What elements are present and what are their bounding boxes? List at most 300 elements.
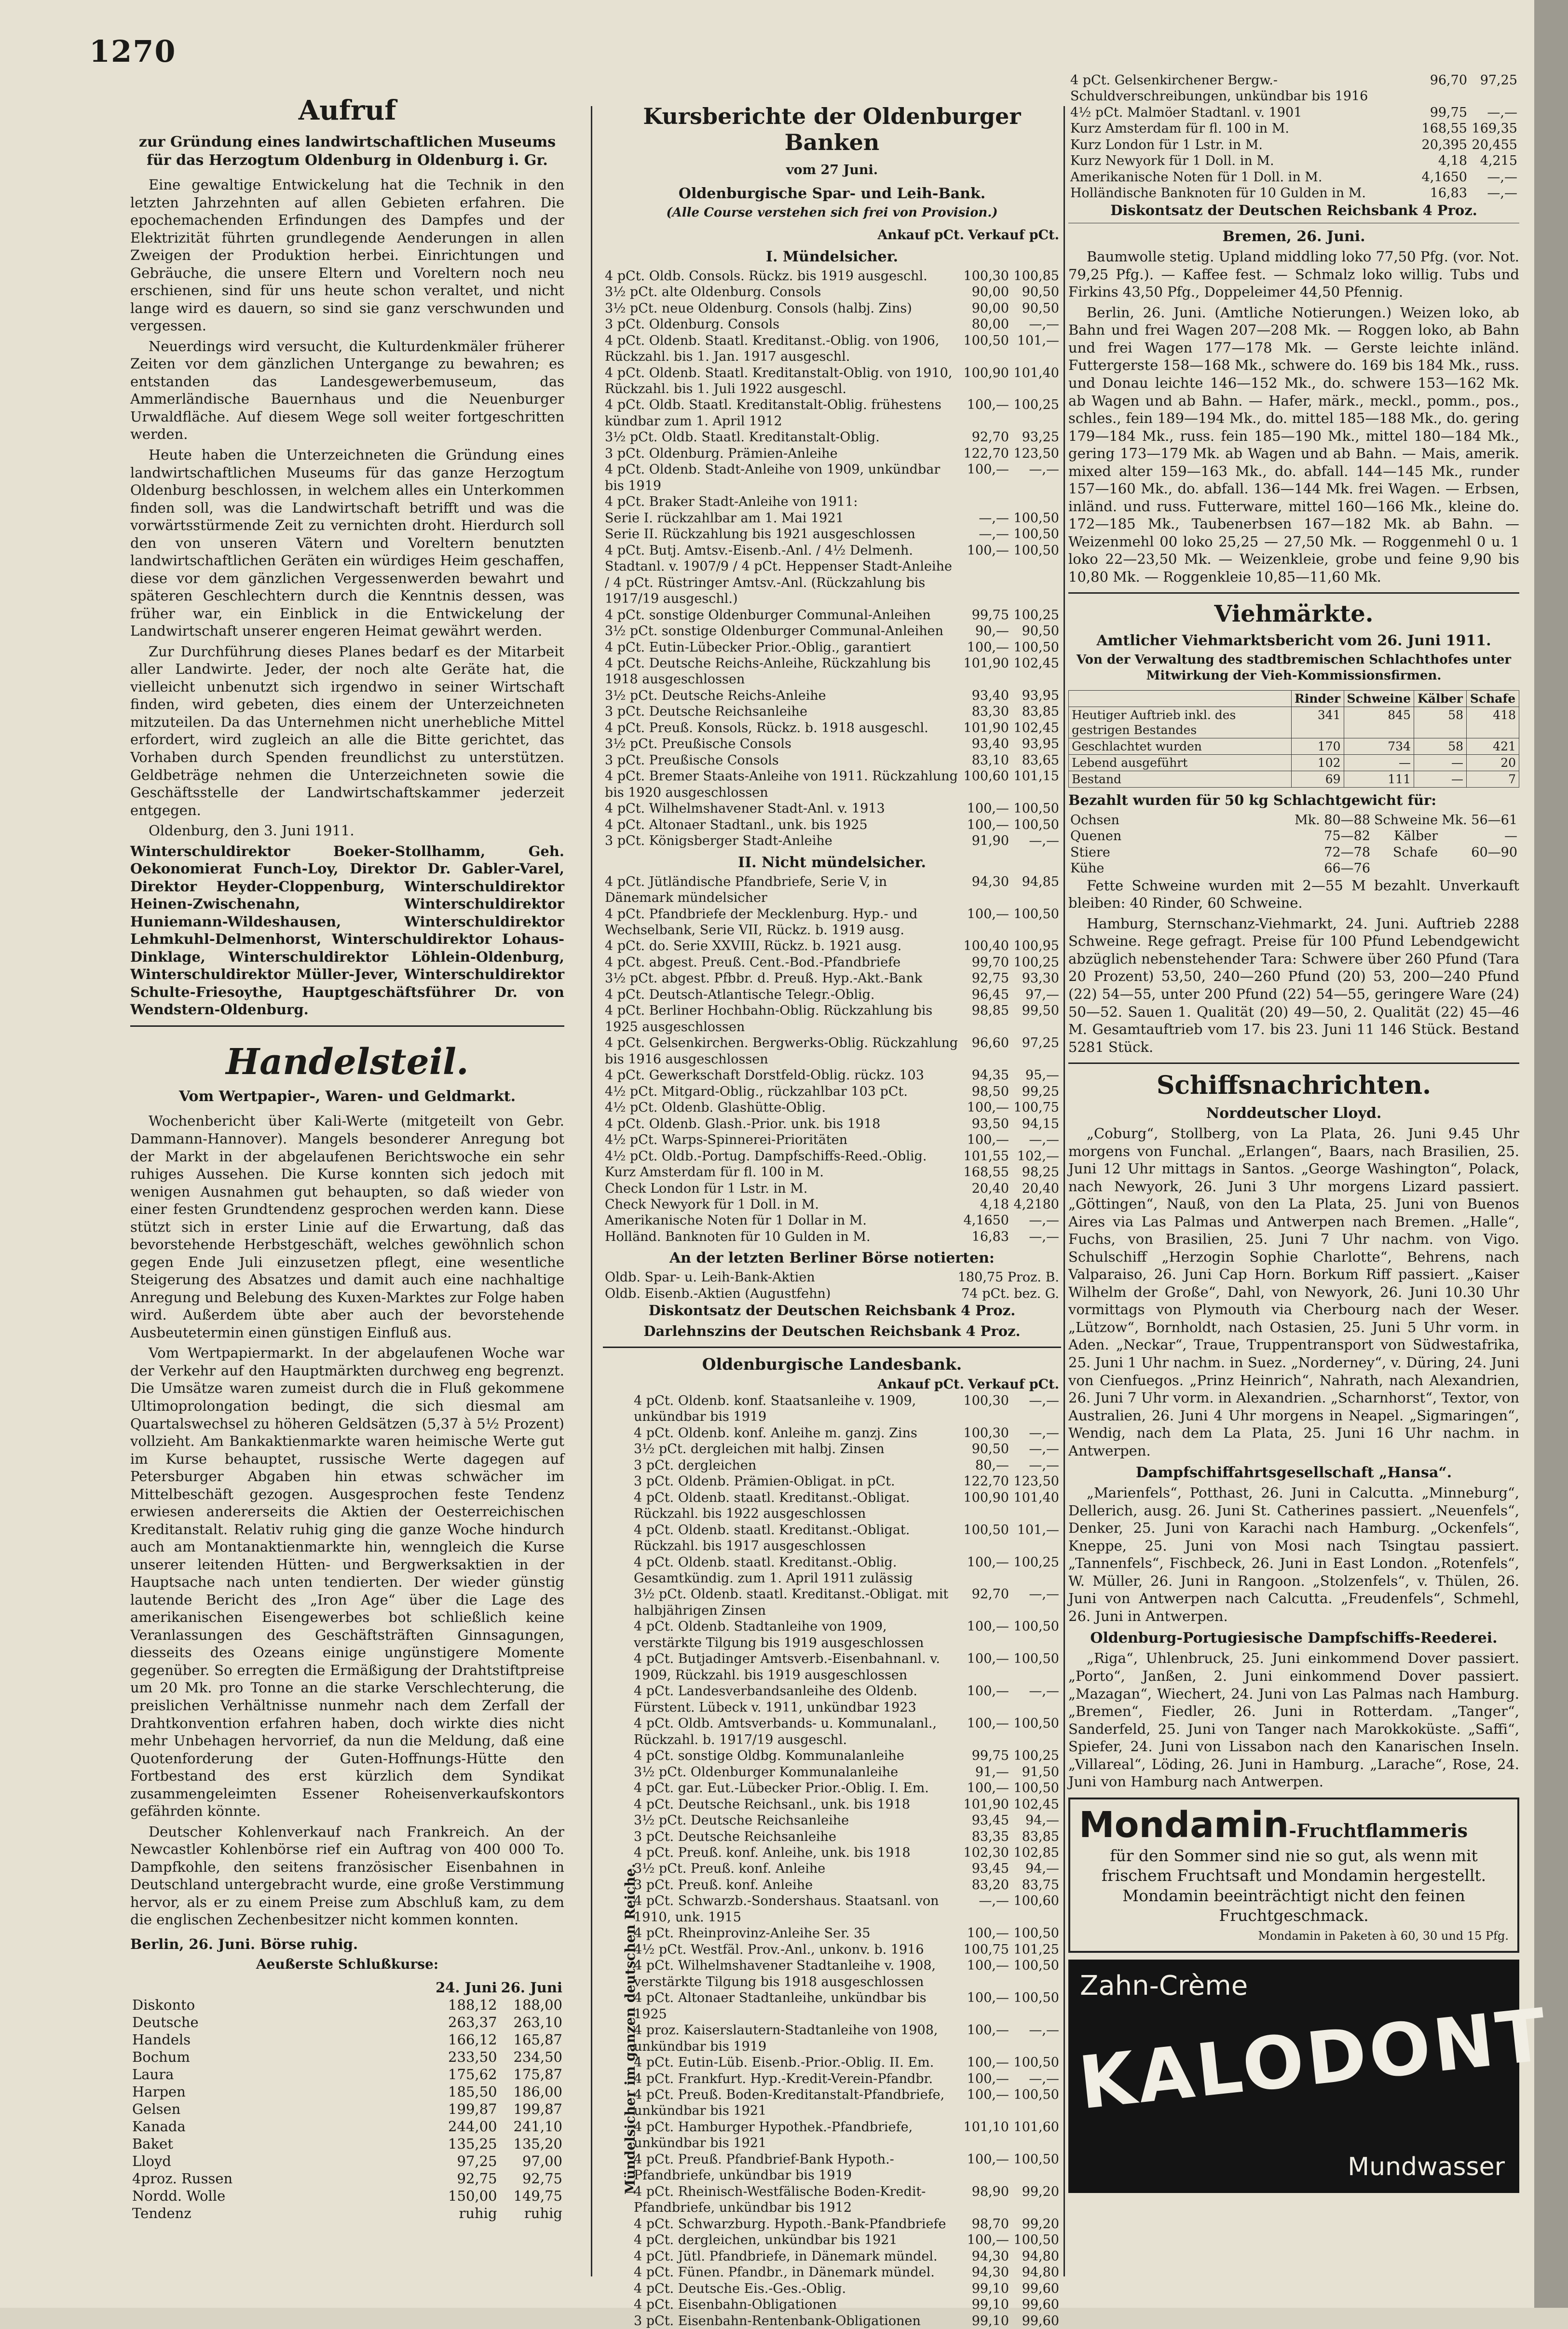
handel-paragraph: Wochenbericht über Kali-Werte (mitgeteilt von Gebr. Dammann-Hannover). Mangels besonderer Anregung bot der Markt in der abgelaufenen Berichtswoche ein sehr ruhiges Aussehen. Die Kurse konnten sich jedoch mit wenigen Ausnahmen gut behaupten, so daß wieder von einer festen Grundtendenz gesprochen werden kann. Diese stützt sich in erster Linie auf die Erwartung, daß das bevorstehende Herbstgeschäft, welches gewöhnlich schon gegen Ende Juli einzusetzen pflegt, eine wesentliche Steigerung des Absatzes und damit auch eine nachhaltige Anregung und Belebung des Kuxen-Marktes zur Folge haben wird. Außerdem übte aber auch der bevorstehende Ausbeutetermin einen günstigen Einfluß aus.	[130, 1113, 564, 1341]
table-row	[130, 2188, 564, 2205]
row-label: 3 pCt. Oldenb. Prämien-Obligat. in pCt.	[634, 1474, 895, 1489]
row-label: 4 pCt. Oldb. Staatl. Kreditanstalt-Oblig. frühestens kündbar zum 1. April 1912	[605, 397, 941, 429]
table-row	[632, 2087, 1061, 2119]
row-value: 102,45	[1013, 1797, 1059, 1812]
aufruf-paragraph: Neuerdings wird versucht, die Kulturdenkmäler früherer Zeiten vor dem gänzlichen Untergange zu bewahren; es entstanden das Landesgewerbemuseum, das Ammerländische Bauernhaus und die Neuenburger Urwaldfläche. Auf diesem Wege soll weiter fortgeschritten werden.	[130, 338, 564, 443]
row-value: 94,30	[971, 874, 1009, 889]
row-value: 100,60	[963, 769, 1009, 784]
table-row	[632, 2119, 1061, 2152]
scan-margin	[1534, 0, 1568, 2308]
vieh-title: Viehmärkte.	[1214, 600, 1374, 628]
column-divider	[591, 106, 592, 2276]
portug-heading: Oldenburg-Portugiesische Dampfschiffs-Reederei.	[1090, 1630, 1498, 1647]
row-value: —	[1414, 755, 1467, 771]
row-value: 83,10	[971, 752, 1009, 768]
row-value: —,—	[1029, 1213, 1059, 1228]
boerse-rows	[130, 1997, 564, 2222]
quote-label: Oldb. Spar- u. Leih-Bank-Aktien	[605, 1270, 815, 1285]
row-label: 4 pCt. Oldenb. konf. Anleihe m. ganzj. Zins	[634, 1425, 917, 1441]
row-value: —	[1344, 755, 1414, 771]
row-label: 4 pCt. Altonaer Stadtanl., unk. bis 1925	[605, 817, 868, 832]
row-value: 100,60	[1013, 1893, 1059, 1909]
row-value: 100,50	[1013, 640, 1059, 655]
row-label: 3½ pCt. Oldb. Staatl. Kreditanstalt-Oblig.	[605, 430, 880, 445]
row-value: 94,15	[1022, 1116, 1059, 1131]
handel-paragraph: Deutscher Kohlenverkauf nach Frankreich. An der Newcastler Kohlenbörse rief ein Auftrag von 400 000 To. Dampfkohle, den seitens französischer Eisenbahnen in Deutschland untergebracht wurde, eine große Verstimmung hervor, als er zu einem Preise zum Abschluß kam, zu dem die englischen Zechenbesitzer nicht kommen konnten.	[130, 1823, 564, 1928]
row-label: Harpen	[132, 2084, 186, 2100]
table-row	[130, 2084, 564, 2101]
row-label: 4 pCt. dergleichen, unkündbar bis 1921	[634, 2233, 898, 2248]
row-value: 100,—	[967, 2023, 1009, 2038]
table-row	[632, 1554, 1061, 1587]
row-value: 100,30	[963, 268, 1009, 284]
row-value: 97,25	[457, 2152, 497, 2169]
row-label: Stiere	[1070, 844, 1110, 860]
row-value: 90,50	[1022, 624, 1059, 639]
row-label: Deutsche	[132, 2014, 199, 2031]
row-label: 3½ pCt. dergleichen mit halbj. Zinsen	[634, 1442, 885, 1457]
table-row	[603, 526, 1061, 542]
right-kurs-table	[1068, 72, 1519, 202]
vieh-col: Rinder	[1291, 691, 1344, 707]
bremen-heading: Bremen, 26. Juni.	[1222, 228, 1365, 245]
row-value: 100,—	[967, 1684, 1009, 1699]
boerse-heading: Berlin, 26. Juni. Börse ruhig.	[130, 1935, 358, 1952]
landesbank-table	[632, 1393, 1061, 2329]
row-value: 93,95	[1022, 736, 1059, 752]
vieh-col	[1069, 691, 1292, 707]
kurs-date: vom 27 Juni.	[786, 163, 878, 177]
table-row	[603, 704, 1061, 720]
table-row	[603, 300, 1061, 316]
table-row	[632, 1457, 1061, 1473]
row-value: 99,75	[971, 607, 1009, 623]
kalodont-top: Zahn-Crème	[1080, 1970, 1248, 2002]
row-label: Bochum	[132, 2049, 190, 2066]
kurs-table	[603, 874, 1061, 1245]
row-value: 101,—	[1017, 1522, 1059, 1538]
row-label: 4proz. Russen	[132, 2170, 233, 2187]
row-label: 4 pCt. Oldenb. Staatl. Kreditanstalt-Oblig. von 1910, Rückzahl. bis 1. Juli 1922 ausgeschl.	[605, 365, 953, 396]
row-label: 4 pCt. Oldenb. konf. Staatsanleihe v. 1909, unkündbar bis 1919	[634, 1393, 916, 1425]
column-middle	[603, 72, 1061, 2329]
table-row	[603, 1035, 1061, 1067]
row-value: 100,40	[963, 939, 1009, 954]
row-value: 96,70	[1430, 73, 1467, 88]
row-label: Lloyd	[132, 2152, 171, 2169]
table-row	[603, 1067, 1061, 1083]
row-value: 91,90	[971, 833, 1009, 849]
row-value: 100,—	[967, 1926, 1009, 1941]
row-value: 83,35	[971, 1829, 1009, 1844]
row-value: —,—	[1029, 2071, 1059, 2086]
row-value: 4,18	[1438, 153, 1467, 169]
row-value: 100,25	[1013, 1554, 1059, 1570]
row-label: 3½ pCt. Oldenb. staatl. Kreditanst.-Obligat. mit halbjährigen Zinsen	[634, 1587, 949, 1618]
row-value: 100,25	[1013, 397, 1059, 413]
row-label: 3½ pCt. Deutsche Reichsanleihe	[634, 1813, 849, 1828]
row-value: 341	[1291, 707, 1344, 738]
row-value: Mk. 56—61	[1442, 812, 1517, 828]
row-value: 93,30	[1022, 971, 1059, 986]
row-label: 3½ pCt. Oldenburger Kommunalanleihe	[634, 1764, 899, 1780]
row-value: 100,50	[1013, 527, 1059, 542]
table-row	[603, 446, 1061, 462]
table-row	[603, 1164, 1061, 1180]
row-value: 94,30	[971, 2265, 1009, 2280]
kalodont-ad	[1068, 1960, 1553, 2193]
table-row	[632, 2184, 1061, 2216]
row-label: 4 pCt. gar. Eut.-Lübecker Prior.-Oblig. I. Em.	[634, 1781, 929, 1796]
row-value: 100,50	[1013, 1651, 1059, 1667]
table-row	[603, 752, 1061, 768]
row-label: 3 pCt. Eisenbahn-Rentenbank-Obligationen	[634, 2313, 921, 2329]
row-value: 100,—	[967, 2071, 1009, 2086]
row-value: 100,90	[963, 1490, 1009, 1505]
row-label: Check Newyork für 1 Doll. in M.	[605, 1197, 819, 1212]
row-value: 100,50	[1013, 543, 1059, 558]
row-value: 97,25	[1480, 73, 1517, 88]
mondamin-text: für den Sommer sind nie so gut, als wenn mit frischem Fruchtsaft und Mondamin hergestellt. Mondamin beeinträchtigt nicht den feinen Fruchtgeschmack.	[1101, 1846, 1486, 1925]
divider	[130, 1025, 564, 1027]
row-label: Serie II. Rückzahlung bis 1921 ausgeschlossen	[605, 527, 915, 542]
row-value: 101,90	[963, 720, 1009, 735]
row-value: Mk. 80—88	[1295, 812, 1370, 828]
aufruf-title: Aufruf	[298, 95, 396, 126]
row-label: Quenen	[1070, 829, 1122, 844]
row-value: 95,—	[1025, 1068, 1059, 1083]
row-label: 4 pCt. Bremer Staats-Anleihe von 1911. Rückzahlung bis 1920 ausgeschlossen	[605, 769, 958, 800]
handel-paragraph: Vom Wertpapiermarkt. In der abgelaufenen Woche war der Verkehr auf den Hauptmärkten durchweg eng begrenzt. Die Umsätze waren zumeist durch die in Fluß gekommene Ultimoprolongation bedingt, die sich diesmal am Quartalswechsel zu höheren Geldsätzen (5,37 à 5½ Prozent) vollzieht. Am Bankaktienmarkte waren heimische Werte gut im Kurse behauptet, russische Werte dagegen auf Petersburger Abgaben hin etwas schwächer im Mittelbeschäft gezogen. Ausgesprochen feste Tendenz erwiesen andererseits die Aktien der Oesterreichischen Kreditanstalt. Relativ ruhig ging die ganze Woche hindurch auch am Montanaktienmarkte hin, wenngleich die Kurse unserer leitenden Hütten- und Bergwerksaktien in der Hauptsache nach unten tendierten. Der wieder günstig lautende Bericht des „Iron Age“ über die Lage des amerikanischen Eisengewerbes bot schließlich keine Veranlassungen des Geschäftsträften Ginnsagungen, diesseits des Ozeans einige ungünstigere Momente gegenüber. So erregten die Ermäßigung der Drahtstiftpreise um 20 Mk. pro Tonne an die starke Verschlechterung, die preislichen Verhältnisse nunmehr nach dem Zerfall der Drahtkonvention erfahren haben, doch wirkte dies nicht mehr Unbehagen hervorrief, da nun die Meldung, daß eine Quotenforderung der Guten-Hoffnungs-Hütte den Fortbestand des erst kürzlich dem Syndikat zusammengeleimten Essener Roheisenverkaufskontors gefährden könnte.	[130, 1345, 564, 1820]
row-label: Bestand	[1069, 771, 1292, 788]
row-value: 99,75	[1430, 105, 1467, 120]
row-value: 175,62	[448, 2066, 497, 2083]
row-label: 4 pCt. Oldenb. Stadt-Anleihe von 1909, unkündbar bis 1919	[605, 462, 941, 493]
row-value: 91,50	[1022, 1764, 1059, 1780]
row-value: 734	[1344, 738, 1414, 755]
row-value: 4,18	[980, 1197, 1009, 1212]
diskont-rate: Diskontsatz der Deutschen Reichsbank 4 Proz.	[1110, 202, 1477, 218]
row-value: 90,00	[971, 300, 1009, 316]
row-value: —,—	[1029, 1229, 1059, 1244]
row-value: 102,—	[1017, 1148, 1059, 1164]
row-label: Kurz Amsterdam für fl. 100 in M.	[1070, 121, 1289, 136]
row-value: 99,70	[971, 954, 1009, 970]
row-value: 83,30	[971, 704, 1009, 720]
table-row	[603, 284, 1061, 300]
table-row	[632, 1425, 1061, 1441]
row-label: 4 pCt. Frankfurt. Hyp.-Kredit-Verein-Pfandbr.	[634, 2071, 933, 2086]
table-row	[1069, 738, 1519, 755]
row-label: 4 pCt. Berliner Hochbahn-Oblig. Rückzahlung bis 1925 ausgeschlossen	[605, 1003, 933, 1035]
row-value: 101,90	[963, 655, 1009, 671]
row-value: 101,60	[1013, 2119, 1059, 2135]
row-label: 4½ pCt. Oldenb. Glashütte-Oblig.	[605, 1100, 826, 1116]
vieh-col: Kälber	[1414, 691, 1467, 707]
table-row	[603, 462, 1061, 494]
vertical-label	[622, 1712, 641, 2194]
table-row	[130, 2031, 564, 2049]
row-label: 4 pCt. Oldenb. Staatl. Kreditanst.-Oblig. von 1906, Rückzahl. bis 1. Jan. 1917 ausgeschl.	[605, 333, 940, 365]
table-row	[130, 2101, 564, 2118]
col-ankauf: Ankauf pCt.	[877, 1377, 965, 1392]
row-value: 91,—	[975, 1764, 1009, 1780]
row-label: Diskonto	[132, 1997, 195, 2014]
row-value: 93,95	[1022, 688, 1059, 703]
row-value: 100,50	[1013, 2087, 1059, 2102]
row-value: 99,20	[1022, 2184, 1059, 2199]
row-label: Kurz London für 1 Lstr. in M.	[1070, 137, 1263, 152]
row-value: 92,70	[971, 1587, 1009, 1602]
row-label: 4 pCt. Gelsenkirchener Bergw.-Schuldverschreibungen, unkündbar bis 1916	[1070, 73, 1368, 104]
row-value: 188,12	[448, 1997, 497, 2014]
row-label: 4 proz. Kaiserslautern-Stadtanleihe von 1908, unkündbar bis 1919	[634, 2023, 938, 2054]
row-value: 94,80	[1022, 2265, 1059, 2280]
table-row	[130, 2136, 564, 2153]
table-row	[632, 2313, 1061, 2329]
schiff-title: Schiffsnachrichten.	[1156, 1071, 1432, 1101]
table-row	[632, 1522, 1061, 1554]
row-value: 100,30	[963, 1425, 1009, 1441]
row-value: 101,40	[1013, 365, 1059, 381]
row-value: 100,—	[967, 2233, 1009, 2248]
table-row	[632, 1473, 1061, 1489]
row-value: 20,40	[1022, 1181, 1059, 1196]
table-row	[632, 2281, 1061, 2297]
row-value: 90,50	[1022, 285, 1059, 300]
table-row	[603, 623, 1061, 639]
row-value: 101,10	[963, 2119, 1009, 2135]
row-label: Kanada	[132, 2118, 186, 2135]
row-value: 99,20	[1022, 2216, 1059, 2232]
row-label: 4 pCt. Eutin-Lüb. Eisenb.-Prior.-Oblig. II. Em.	[634, 2055, 934, 2070]
row-value: 101,40	[1013, 1490, 1059, 1505]
row-value: 100,95	[1013, 939, 1059, 954]
row-value: 175,87	[513, 2066, 562, 2083]
row-label: 4 pCt. do. Serie XXVIII, Rückz. b. 1921 ausg.	[605, 939, 902, 954]
row-label: 4 pCt. Wilhelmshavener Stadtanleihe v. 1908, verstärkte Tilgung bis 1918 ausgeschlossen	[634, 1958, 936, 1989]
row-value: 93,45	[971, 1813, 1009, 1828]
boerse-col-header: 26. Juni	[501, 1979, 562, 1996]
kurs-note: (Alle Course verstehen sich frei von Provision.)	[666, 205, 998, 220]
row-value: 263,10	[513, 2014, 562, 2031]
row-label: 4 pCt. Deutsche Eis.-Ges.-Oblig.	[634, 2281, 846, 2296]
row-label: 4 pCt. Oldenb. staatl. Kreditanst.-Obligat. Rückzahl. bis 1917 ausgeschlossen	[634, 1522, 910, 1554]
table-row	[1068, 812, 1519, 828]
row-value: 92,75	[522, 2170, 562, 2187]
boerse-col-header: 24. Juni	[436, 1979, 497, 1996]
row-label: 4½ pCt. Mitgard-Oblig., rückzahlbar 103 pCt.	[605, 1084, 908, 1099]
row-label: Kurz Amsterdam für fl. 100 in M.	[605, 1165, 824, 1180]
row-value: 4,2180	[1013, 1197, 1059, 1212]
lloyd-report: „Coburg“, Stollberg, von La Plata, 26. Juni 9.45 Uhr morgens von Funchal. „Erlangen“, Baars, nach Brasilien, 25. Juni 12 Uhr mittags in Santos. „George Washington“, Polack, nach Newyork, 26. Juni 3 Uhr morgens Lizard passiert. „Göttingen“, Nauß, von den La Plata, 25. Juni von Buenos Aires via Las Palmas und Antwerpen nach Bremen. „Halle“, Fuchs, von Brasilien, 25. Juni 7 Uhr nachm. von Vigo. Schulschiff „Herzogin Sophie Charlotte“, Behrens, nach Valparaiso, 26. Juni Cap Horn. Borkum Riff passiert. „Kaiser Wilhelm der Große“, Dahl, von Newyork, 26. Juni 10.30 Uhr vormittags von Plymouth via Cherbourg nach der Weser. „Lützow“, Bornholdt, nach Ostasien, 25. Juni 5 Uhr vorm. in Aden. „Neckar“, Traue, Truppentransport von Südwestafrika, 25. Juni 1 Uhr nachm. in Suez. „Norderney“, v. Düring, 24. Juni von Cienfuegos. „Prinz Heinrich“, Nahrath, nach Alexandrien, 26. Juni 7 Uhr vorm. in Alexandrien. „Scharnhorst“, Textor, von Australien, 26. Juni 4 Uhr morgens in Neapel. „Sigmaringen“, Wendig, nach dem La Plata, 25. Juni 16 Uhr nachm. in Antwerpen.	[1068, 1125, 1519, 1459]
row-value: 4,1650	[963, 1213, 1009, 1228]
row-value: 100,30	[963, 1393, 1009, 1408]
row-value: 99,50	[1022, 1003, 1059, 1019]
row-label: 4 pCt. Altonaer Stadtanleihe, unkündbar bis 1925	[634, 1990, 927, 2022]
table-row	[603, 1229, 1061, 1245]
handel-subtitle: Vom Wertpapier-, Waren- und Geldmarkt.	[178, 1088, 516, 1105]
row-value: 100,—	[967, 2055, 1009, 2070]
row-value: 100,50	[1013, 2152, 1059, 2167]
row-value: 60—90	[1471, 844, 1517, 860]
page-number: 1270	[89, 34, 177, 69]
row-value: 100,50	[1013, 801, 1059, 817]
row-value: 100,—	[967, 1958, 1009, 1974]
row-value: 102,85	[1013, 1845, 1059, 1860]
table-row	[632, 2232, 1061, 2248]
row-value: 98,90	[971, 2184, 1009, 2199]
kurs-table	[603, 268, 1061, 849]
row-value: ruhig	[524, 2205, 562, 2221]
row-label: 4 pCt. Oldb. Consols. Rückz. bis 1919 ausgeschl.	[605, 268, 927, 284]
row-label: Handels	[132, 2031, 191, 2048]
table-row	[603, 954, 1061, 970]
mondamin-tagline: -Fruchtflammeris	[1289, 1819, 1468, 1841]
lloyd-heading: Norddeutscher Lloyd.	[1206, 1105, 1382, 1122]
row-label: 4 pCt. Preuß. Konsols, Rückz. b. 1918 ausgeschl.	[605, 720, 928, 735]
table-row	[632, 1683, 1061, 1716]
row-value: 90,50	[1022, 300, 1059, 316]
row-value: 98,70	[971, 2216, 1009, 2232]
row-value: 100,50	[1013, 906, 1059, 922]
row-value: 845	[1344, 707, 1414, 738]
table-row	[603, 1084, 1061, 1100]
darlehen-rate: Darlehnszins der Deutschen Reichsbank 4 Proz.	[643, 1322, 1021, 1339]
row-label: 4 pCt. Schwarzburg. Hypoth.-Bank-Pfandbriefe	[634, 2216, 946, 2232]
mondamin-small: Mondamin in Paketen à 60, 30 und 15 Pfg.	[1258, 1929, 1509, 1943]
table-row	[632, 1490, 1061, 1522]
row-value: 101,55	[963, 1148, 1009, 1164]
section-heading: I. Mündelsicher.	[765, 248, 899, 265]
row-value: 94,80	[1022, 2248, 1059, 2264]
row-value: 188,00	[513, 1997, 562, 2014]
row-value: 20,455	[1472, 137, 1517, 152]
quote-value: 180,75 Proz. B.	[957, 1270, 1059, 1285]
table-row	[632, 1393, 1061, 1425]
row-label: 4 pCt. Landesverbandsanleihe des Oldenb. Fürstent. Lübeck v. 1911, unkündbar 1923	[634, 1684, 917, 1715]
hamburg-report: Hamburg, Sternschanz-Viehmarkt, 24. Juni. Auftrieb 2288 Schweine. Rege gefragt. Preise für 100 Pfund Lebendgewicht abzüglich nebenstehender Tara: Schwere über 260 Pfund (Tara 20 Prozent) 53,50, 240—260 Pfund (20) 53, 200—240 Pfund (22) 54—55, unter 200 Pfund (22) 54—55, geringere Ware (24) 50—52. Sauen 1. Qualität (20) 49—50, 2. Qualität (22) 45—46 M. Gesamtauftrieb vom 17. bis 23. Juni 11 146 Stück. Bestand 5281 Stück.	[1068, 915, 1519, 1055]
row-value: 94,—	[1025, 1861, 1059, 1877]
row-value: 168,55	[1421, 121, 1467, 136]
vieh-price-heading: Bezahlt wurden für 50 kg Schlachtgewicht für:	[1068, 792, 1437, 809]
table-row	[603, 655, 1061, 688]
table-row	[632, 1877, 1061, 1893]
row-value: 83,85	[1022, 1829, 1059, 1844]
row-value: —,—	[1029, 1684, 1059, 1699]
vieh-heading: Amtlicher Viehmarktsbericht vom 26. Juni 1911.	[1096, 632, 1491, 650]
row-value: 90,—	[975, 624, 1009, 639]
table-row	[1068, 137, 1519, 153]
row-value: 80,00	[971, 317, 1009, 332]
row-label: 4½ pCt. Malmöer Stadtanl. v. 1901	[1070, 105, 1302, 120]
aufruf-paragraph: Zur Durchführung dieses Planes bedarf es der Mitarbeit aller Landwirte. Jeder, der noch alte Geräte hat, die vielleicht unbenutzt sich irgendwo in seiner Wirtschaft finden, wird gebeten, dies einem der Unterzeichneten mitzuteilen. Da das Unternehmen nicht unerhebliche Mittel erfordert, wird zugleich an alle die Bitte gerichtet, das Vorhaben durch Spenden freundlichst zu unterstützen. Geldbeträge nehmen die Unterzeichneten sowie die Geschäftsstelle der Landwirtschaftskammer jederzeit entgegen.	[130, 643, 564, 818]
row-value: 92,75	[971, 971, 1009, 986]
column-left	[130, 72, 564, 2281]
row-label: 4 pCt. Oldenb. Stadtanleihe von 1909, verstärkte Tilgung bis 1919 ausgeschlossen	[634, 1619, 924, 1650]
row-label: Nordd. Wolle	[132, 2187, 226, 2204]
row-value: Schafe	[1393, 844, 1438, 860]
boerse-table	[130, 1979, 564, 2222]
row-value: 101,25	[1013, 1942, 1059, 1957]
row-label: 4 pCt. Oldenb. Glash.-Prior. unk. bis 1918	[605, 1116, 881, 1131]
table-row	[632, 2248, 1061, 2264]
table-row	[1068, 828, 1519, 844]
row-value: 97,00	[522, 2152, 562, 2169]
row-value	[1372, 860, 1440, 876]
table-row	[632, 2055, 1061, 2070]
table-row	[603, 833, 1061, 849]
row-value: 101,15	[1013, 769, 1059, 784]
table-row	[632, 1958, 1061, 1990]
row-label: Check London für 1 Lstr. in M.	[605, 1181, 808, 1196]
row-value: 75—82	[1324, 829, 1370, 844]
table-row	[603, 1148, 1061, 1164]
row-label: 4 pCt. Jütländische Pfandbriefe, Serie V, in Dänemark mündelsicher	[605, 874, 887, 906]
col-verkauf: Verkauf pCt.	[968, 228, 1059, 243]
row-value: 98,25	[1022, 1165, 1059, 1180]
row-value: 94,—	[1025, 1813, 1059, 1828]
row-value: —	[1414, 771, 1467, 788]
table-row	[130, 2205, 564, 2222]
row-label: Gelsen	[132, 2101, 181, 2118]
col-ankauf: Ankauf pCt.	[877, 228, 965, 243]
row-value: —	[1504, 829, 1517, 844]
row-value: 186,00	[513, 2084, 562, 2100]
row-value: 58	[1414, 707, 1467, 738]
table-row	[1068, 72, 1519, 105]
lombard-rate: Diskontsatz der Deutschen Reichsbank 4 Proz.	[648, 1302, 1016, 1319]
table-row	[130, 2014, 564, 2031]
row-value: —,—	[1487, 186, 1517, 201]
row-value: 93,40	[971, 688, 1009, 703]
row-label: 3½ pCt. Preußische Consols	[605, 736, 791, 752]
row-value: 100,75	[1013, 1100, 1059, 1116]
table-row	[130, 2118, 564, 2136]
row-value: 199,87	[513, 2101, 562, 2118]
row-value: 101,—	[1017, 333, 1059, 348]
col-verkauf: Verkauf pCt.	[968, 1377, 1059, 1392]
row-label: Holländische Banknoten für 10 Gulden in M.	[1070, 186, 1366, 201]
row-value: —,—	[1029, 1457, 1059, 1473]
row-label: 3 pCt. Deutsche Reichsanleihe	[605, 704, 807, 720]
row-value: 169,35	[1472, 121, 1517, 136]
row-value: 97,—	[1025, 987, 1059, 1002]
row-label: 4 pCt. Oldenb. staatl. Kreditanst.-Obligat. Rückzahl. bis 1922 ausgeschlossen	[634, 1490, 910, 1522]
row-label: 3½ pCt. abgest. Pfbbr. d. Preuß. Hyp.-Akt.-Bank	[605, 971, 923, 986]
row-value: Schweine	[1374, 812, 1438, 828]
table-row	[1068, 169, 1519, 185]
row-value: 165,87	[513, 2031, 562, 2048]
row-value: 100,75	[963, 1942, 1009, 1957]
row-value: 93,50	[971, 1116, 1009, 1131]
aufruf-subtitle: zur Gründung eines landwirtschaftlichen Museums für das Herzogtum Oldenburg in Oldenburg i. Gr.	[138, 134, 556, 169]
table-row	[130, 2170, 564, 2188]
row-value: —,—	[1029, 833, 1059, 849]
row-label: 3 pCt. Oldenburg. Prämien-Anleihe	[605, 446, 838, 461]
table-row	[632, 1441, 1061, 1457]
row-label: 4 pCt. Deutsche Reichsanl., unk. bis 1918	[634, 1797, 911, 1812]
row-label: 4 pCt. Braker Stadt-Anleihe von 1911:	[605, 494, 858, 510]
row-value: 185,50	[448, 2084, 497, 2100]
table-row	[603, 817, 1061, 833]
row-value	[1011, 494, 1061, 510]
quote-label: Oldb. Eisenb.-Aktien (Augustfehn)	[605, 1286, 831, 1301]
row-value: 100,50	[1013, 1716, 1059, 1731]
row-value: 170	[1291, 738, 1344, 755]
table-row	[632, 1797, 1061, 1812]
row-value: 100,—	[967, 1554, 1009, 1570]
